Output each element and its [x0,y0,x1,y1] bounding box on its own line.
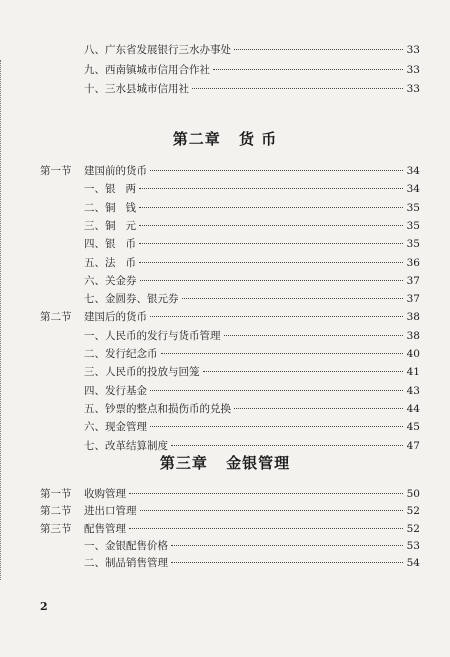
dot-leader [234,49,403,50]
entry-title: 八、广东省发展银行三水办事处 [84,44,231,56]
toc-entry [84,62,420,78]
entry-page: 35 [406,201,420,214]
entry-title: 一、银 两 [84,183,137,196]
toc-entry [40,291,420,307]
entry-page: 38 [406,311,420,324]
entry-title: 一、金银配售价格 [84,539,168,552]
entry-page: 35 [406,238,420,251]
entry-title: 七、改革结算制度 [84,439,168,452]
section-label: 第二节 [40,311,72,324]
entry-page: 52 [406,522,420,535]
entry-page: 45 [406,421,420,434]
dot-leader [182,298,404,299]
entry-page: 34 [406,165,420,177]
dot-leader [234,408,403,409]
toc-entry [40,419,420,435]
dot-leader [171,562,403,563]
toc-entry [40,236,420,252]
dot-leader [171,445,403,446]
entry-title: 二、制品销售管理 [84,557,168,570]
entry-page: 52 [406,505,420,518]
entry-page: 34 [406,183,420,196]
toc-entry [40,181,420,197]
toc-entry [40,401,420,417]
dot-leader [150,426,403,427]
toc-entry [40,309,420,325]
toc-entry [84,81,420,97]
dot-leader [171,545,403,546]
chapter-title: 金银管理 [226,454,291,472]
dot-leader [150,316,403,317]
dot-leader [140,280,404,281]
entry-title: 五、法 币 [84,256,137,269]
entry-title: 二、发行纪念币 [84,348,158,360]
section-label: 第一节 [40,165,72,177]
entry-page: 37 [406,293,420,306]
entry-title: 九、西南镇城市信用合作社 [84,64,210,76]
entry-title: 四、银 币 [84,238,137,251]
chapter-number: 第三章 [159,454,208,472]
chapter-title: 货 币 [239,130,278,148]
toc-entry [84,42,420,58]
toc-entry [40,200,420,216]
toc-entry [40,346,420,362]
entry-page: 54 [406,557,420,570]
chapter-heading [0,128,450,149]
dot-leader [129,493,403,494]
toc-entry [40,383,420,399]
dot-leader [150,170,403,171]
entry-page: 50 [406,488,420,500]
chapter-heading [0,452,450,473]
entry-page: 33 [406,44,420,56]
dot-leader [161,353,404,354]
toc-entry [40,486,420,502]
toc-entry [40,538,420,554]
entry-page: 38 [406,329,420,342]
toc-entry [40,364,420,380]
entry-page: 53 [406,539,420,552]
entry-page: 41 [406,366,420,379]
entry-page: 43 [406,384,420,397]
toc-entry [40,163,420,179]
entry-title: 收购管理 [84,488,126,500]
entry-title: 五、钞票的整点和损伤币的兑换 [84,402,231,415]
entry-title: 三、人民币的投放与回笼 [84,366,200,379]
entry-title: 建国后的货币 [84,311,147,324]
entry-page: 47 [406,439,420,452]
page-number: 2 [40,600,48,613]
toc-entry [40,328,420,344]
section-label: 第三节 [40,522,72,535]
entry-page: 37 [406,274,420,287]
entry-title: 二、铜 钱 [84,201,137,214]
toc-entry [40,273,420,289]
dot-leader [139,207,403,208]
entry-title: 建国前的货币 [84,165,147,177]
section-label: 第一节 [40,488,72,500]
chapter-number: 第二章 [172,130,221,148]
entry-title: 一、人民币的发行与货币管理 [84,329,221,342]
toc-entry [40,255,420,271]
dot-leader [213,69,403,70]
dot-leader [139,262,403,263]
entry-page: 40 [406,348,420,360]
dot-leader [192,88,403,89]
entry-page: 44 [406,402,420,415]
entry-page: 33 [406,64,420,76]
entry-title: 四、发行基金 [84,384,147,397]
entry-title: 十、三水县城市信用社 [84,83,189,95]
toc-entry [40,218,420,234]
dot-leader [203,371,404,372]
entry-page: 36 [406,256,420,269]
entry-page: 33 [406,83,420,95]
dot-leader [139,188,403,189]
entry-title: 六、现金管理 [84,421,147,434]
section-label: 第二节 [40,505,72,518]
toc-entry [40,555,420,571]
entry-title: 七、金圆券、银元券 [84,293,179,306]
entry-title: 进出口管理 [84,505,137,518]
dot-leader [129,528,403,529]
entry-title: 六、关金券 [84,274,137,287]
dot-leader [139,225,403,226]
dot-leader [139,243,403,244]
entry-title: 三、铜 元 [84,219,137,232]
dot-leader [140,510,404,511]
dot-leader [150,390,403,391]
entry-title: 配售管理 [84,522,126,535]
toc-entry [40,503,420,519]
dot-leader [224,335,404,336]
toc-entry [40,521,420,537]
entry-page: 35 [406,219,420,232]
